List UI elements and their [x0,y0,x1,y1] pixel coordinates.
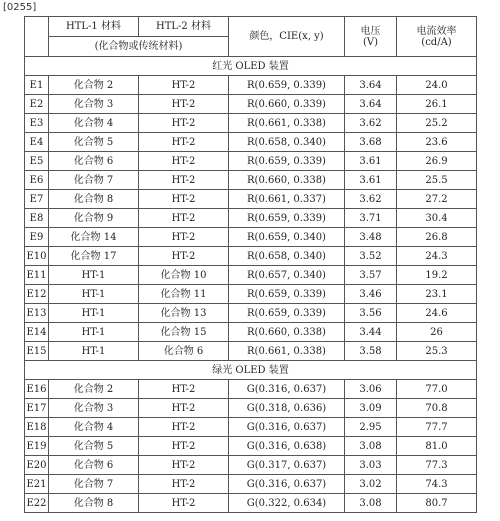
htl1-cell: 化合物 8 [49,494,139,513]
device-id-cell: E14 [25,323,49,342]
voltage-cell: 3.46 [345,285,397,304]
header-voltage [345,17,397,57]
oled-results-table [24,16,477,513]
cie-cell: G(0.316, 0.638) [229,437,345,456]
header-blank [25,17,49,57]
voltage-cell: 3.61 [345,152,397,171]
htl1-cell: 化合物 4 [49,418,139,437]
table-row [25,399,477,418]
header-efficiency-unit: (cd/A) [421,36,452,48]
voltage-cell: 3.06 [345,380,397,399]
device-id-cell: E19 [25,437,49,456]
device-id-cell: E6 [25,171,49,190]
device-id-cell: E11 [25,266,49,285]
htl2-cell: HT-2 [139,399,229,418]
table-row [25,494,477,513]
htl2-cell: 化合物 11 [139,285,229,304]
htl1-cell: 化合物 5 [49,133,139,152]
cie-cell: R(0.659, 0.339) [229,152,345,171]
htl2-cell: HT-2 [139,133,229,152]
cie-cell: R(0.660, 0.338) [229,323,345,342]
device-id-cell: E16 [25,380,49,399]
voltage-cell: 3.62 [345,114,397,133]
htl1-cell: 化合物 8 [49,190,139,209]
efficiency-cell: 23.6 [397,133,477,152]
header-materials-note: (化合物或传统材料) [49,37,229,57]
htl1-cell: HT-1 [49,304,139,323]
htl2-cell: HT-2 [139,190,229,209]
htl1-cell: 化合物 2 [49,380,139,399]
efficiency-cell: 26.1 [397,95,477,114]
cie-cell: R(0.661, 0.338) [229,342,345,361]
htl1-cell: 化合物 14 [49,228,139,247]
cie-cell: R(0.657, 0.340) [229,266,345,285]
section-title: 红光 OLED 装置 [25,57,477,76]
voltage-cell: 3.02 [345,475,397,494]
header-efficiency [397,17,477,57]
voltage-cell: 3.62 [345,190,397,209]
cie-cell: R(0.660, 0.338) [229,171,345,190]
htl2-cell: HT-2 [139,475,229,494]
htl1-cell: 化合物 7 [49,171,139,190]
htl2-cell: HT-2 [139,437,229,456]
voltage-cell: 3.09 [345,399,397,418]
cie-cell: G(0.322, 0.634) [229,494,345,513]
htl2-cell: HT-2 [139,380,229,399]
htl2-cell: HT-2 [139,209,229,228]
voltage-cell: 3.64 [345,76,397,95]
efficiency-cell: 25.5 [397,171,477,190]
cie-cell: R(0.658, 0.340) [229,133,345,152]
htl1-cell: HT-1 [49,266,139,285]
table-row [25,304,477,323]
header-htl1: HTL-1 材料 [49,17,139,37]
header-voltage-unit: (V) [362,36,379,48]
voltage-cell: 3.57 [345,266,397,285]
table-row [25,456,477,475]
table-row [25,247,477,266]
voltage-cell: 3.44 [345,323,397,342]
voltage-cell: 3.58 [345,342,397,361]
device-id-cell: E5 [25,152,49,171]
paragraph-number: [0255] [3,2,37,13]
table-row [25,475,477,494]
voltage-cell: 3.03 [345,456,397,475]
table-row [25,380,477,399]
efficiency-cell: 25.2 [397,114,477,133]
header-color: 颜色，CIE(x, y) [229,17,345,57]
efficiency-cell: 25.3 [397,342,477,361]
htl2-cell: HT-2 [139,76,229,95]
device-id-cell: E13 [25,304,49,323]
table-row [25,323,477,342]
efficiency-cell: 24.6 [397,304,477,323]
table-body [25,57,477,513]
cie-cell: R(0.660, 0.339) [229,95,345,114]
htl2-cell: 化合物 15 [139,323,229,342]
section-title: 绿光 OLED 装置 [25,361,477,380]
cie-cell: R(0.661, 0.337) [229,190,345,209]
device-id-cell: E10 [25,247,49,266]
efficiency-cell: 24.0 [397,76,477,95]
voltage-cell: 3.48 [345,228,397,247]
voltage-cell: 3.64 [345,95,397,114]
voltage-cell: 3.61 [345,171,397,190]
cie-cell: R(0.658, 0.340) [229,247,345,266]
voltage-cell: 3.56 [345,304,397,323]
device-id-cell: E12 [25,285,49,304]
table-row [25,437,477,456]
cie-cell: R(0.659, 0.340) [229,228,345,247]
efficiency-cell: 26.8 [397,228,477,247]
efficiency-cell: 26 [397,323,477,342]
htl1-cell: 化合物 7 [49,475,139,494]
voltage-cell: 2.95 [345,418,397,437]
htl1-cell: HT-1 [49,323,139,342]
efficiency-cell: 81.0 [397,437,477,456]
efficiency-cell: 70.8 [397,399,477,418]
htl2-cell: HT-2 [139,456,229,475]
efficiency-cell: 77.7 [397,418,477,437]
efficiency-cell: 27.2 [397,190,477,209]
device-id-cell: E8 [25,209,49,228]
htl1-cell: 化合物 6 [49,456,139,475]
table-row [25,266,477,285]
htl1-cell: 化合物 5 [49,437,139,456]
section-row [25,361,477,380]
voltage-cell: 3.68 [345,133,397,152]
device-id-cell: E4 [25,133,49,152]
voltage-cell: 3.08 [345,437,397,456]
cie-cell: R(0.659, 0.339) [229,304,345,323]
efficiency-cell: 19.2 [397,266,477,285]
cie-cell: G(0.317, 0.637) [229,456,345,475]
cie-cell: G(0.318, 0.636) [229,399,345,418]
htl1-cell: HT-1 [49,285,139,304]
voltage-cell: 3.71 [345,209,397,228]
cie-cell: G(0.316, 0.637) [229,418,345,437]
htl2-cell: HT-2 [139,228,229,247]
table-header [25,17,477,57]
efficiency-cell: 77.3 [397,456,477,475]
htl2-cell: HT-2 [139,494,229,513]
htl1-cell: HT-1 [49,342,139,361]
htl2-cell: HT-2 [139,95,229,114]
htl1-cell: 化合物 2 [49,76,139,95]
table-row [25,209,477,228]
device-id-cell: E21 [25,475,49,494]
cie-cell: R(0.659, 0.339) [229,76,345,95]
table-row [25,95,477,114]
efficiency-cell: 24.3 [397,247,477,266]
htl2-cell: HT-2 [139,418,229,437]
table-row [25,418,477,437]
table-row [25,171,477,190]
device-id-cell: E3 [25,114,49,133]
htl1-cell: 化合物 3 [49,95,139,114]
htl1-cell: 化合物 9 [49,209,139,228]
cie-cell: R(0.659, 0.339) [229,209,345,228]
htl2-cell: HT-2 [139,171,229,190]
table-row [25,114,477,133]
efficiency-cell: 30.4 [397,209,477,228]
device-id-cell: E17 [25,399,49,418]
table-row [25,190,477,209]
device-id-cell: E7 [25,190,49,209]
cie-cell: G(0.316, 0.637) [229,475,345,494]
htl1-cell: 化合物 3 [49,399,139,418]
header-efficiency-label: 电流效率 [416,25,457,37]
htl2-cell: HT-2 [139,114,229,133]
htl2-cell: HT-2 [139,247,229,266]
table-row [25,76,477,95]
device-id-cell: E2 [25,95,49,114]
htl1-cell: 化合物 6 [49,152,139,171]
htl1-cell: 化合物 17 [49,247,139,266]
cie-cell: R(0.661, 0.338) [229,114,345,133]
table-row [25,228,477,247]
htl2-cell: 化合物 13 [139,304,229,323]
device-id-cell: E18 [25,418,49,437]
section-row [25,57,477,76]
device-id-cell: E15 [25,342,49,361]
cie-cell: R(0.659, 0.339) [229,285,345,304]
table-row [25,342,477,361]
device-id-cell: E20 [25,456,49,475]
table-row [25,152,477,171]
device-id-cell: E22 [25,494,49,513]
header-voltage-label: 电压 [360,25,381,37]
device-id-cell: E9 [25,228,49,247]
voltage-cell: 3.08 [345,494,397,513]
table-row [25,285,477,304]
efficiency-cell: 26.9 [397,152,477,171]
device-id-cell: E1 [25,76,49,95]
table-row [25,133,477,152]
voltage-cell: 3.52 [345,247,397,266]
htl2-cell: HT-2 [139,152,229,171]
efficiency-cell: 77.0 [397,380,477,399]
header-htl2: HTL-2 材料 [139,17,229,37]
efficiency-cell: 80.7 [397,494,477,513]
cie-cell: G(0.316, 0.637) [229,380,345,399]
htl2-cell: 化合物 10 [139,266,229,285]
htl1-cell: 化合物 4 [49,114,139,133]
htl2-cell: 化合物 6 [139,342,229,361]
efficiency-cell: 23.1 [397,285,477,304]
efficiency-cell: 74.3 [397,475,477,494]
